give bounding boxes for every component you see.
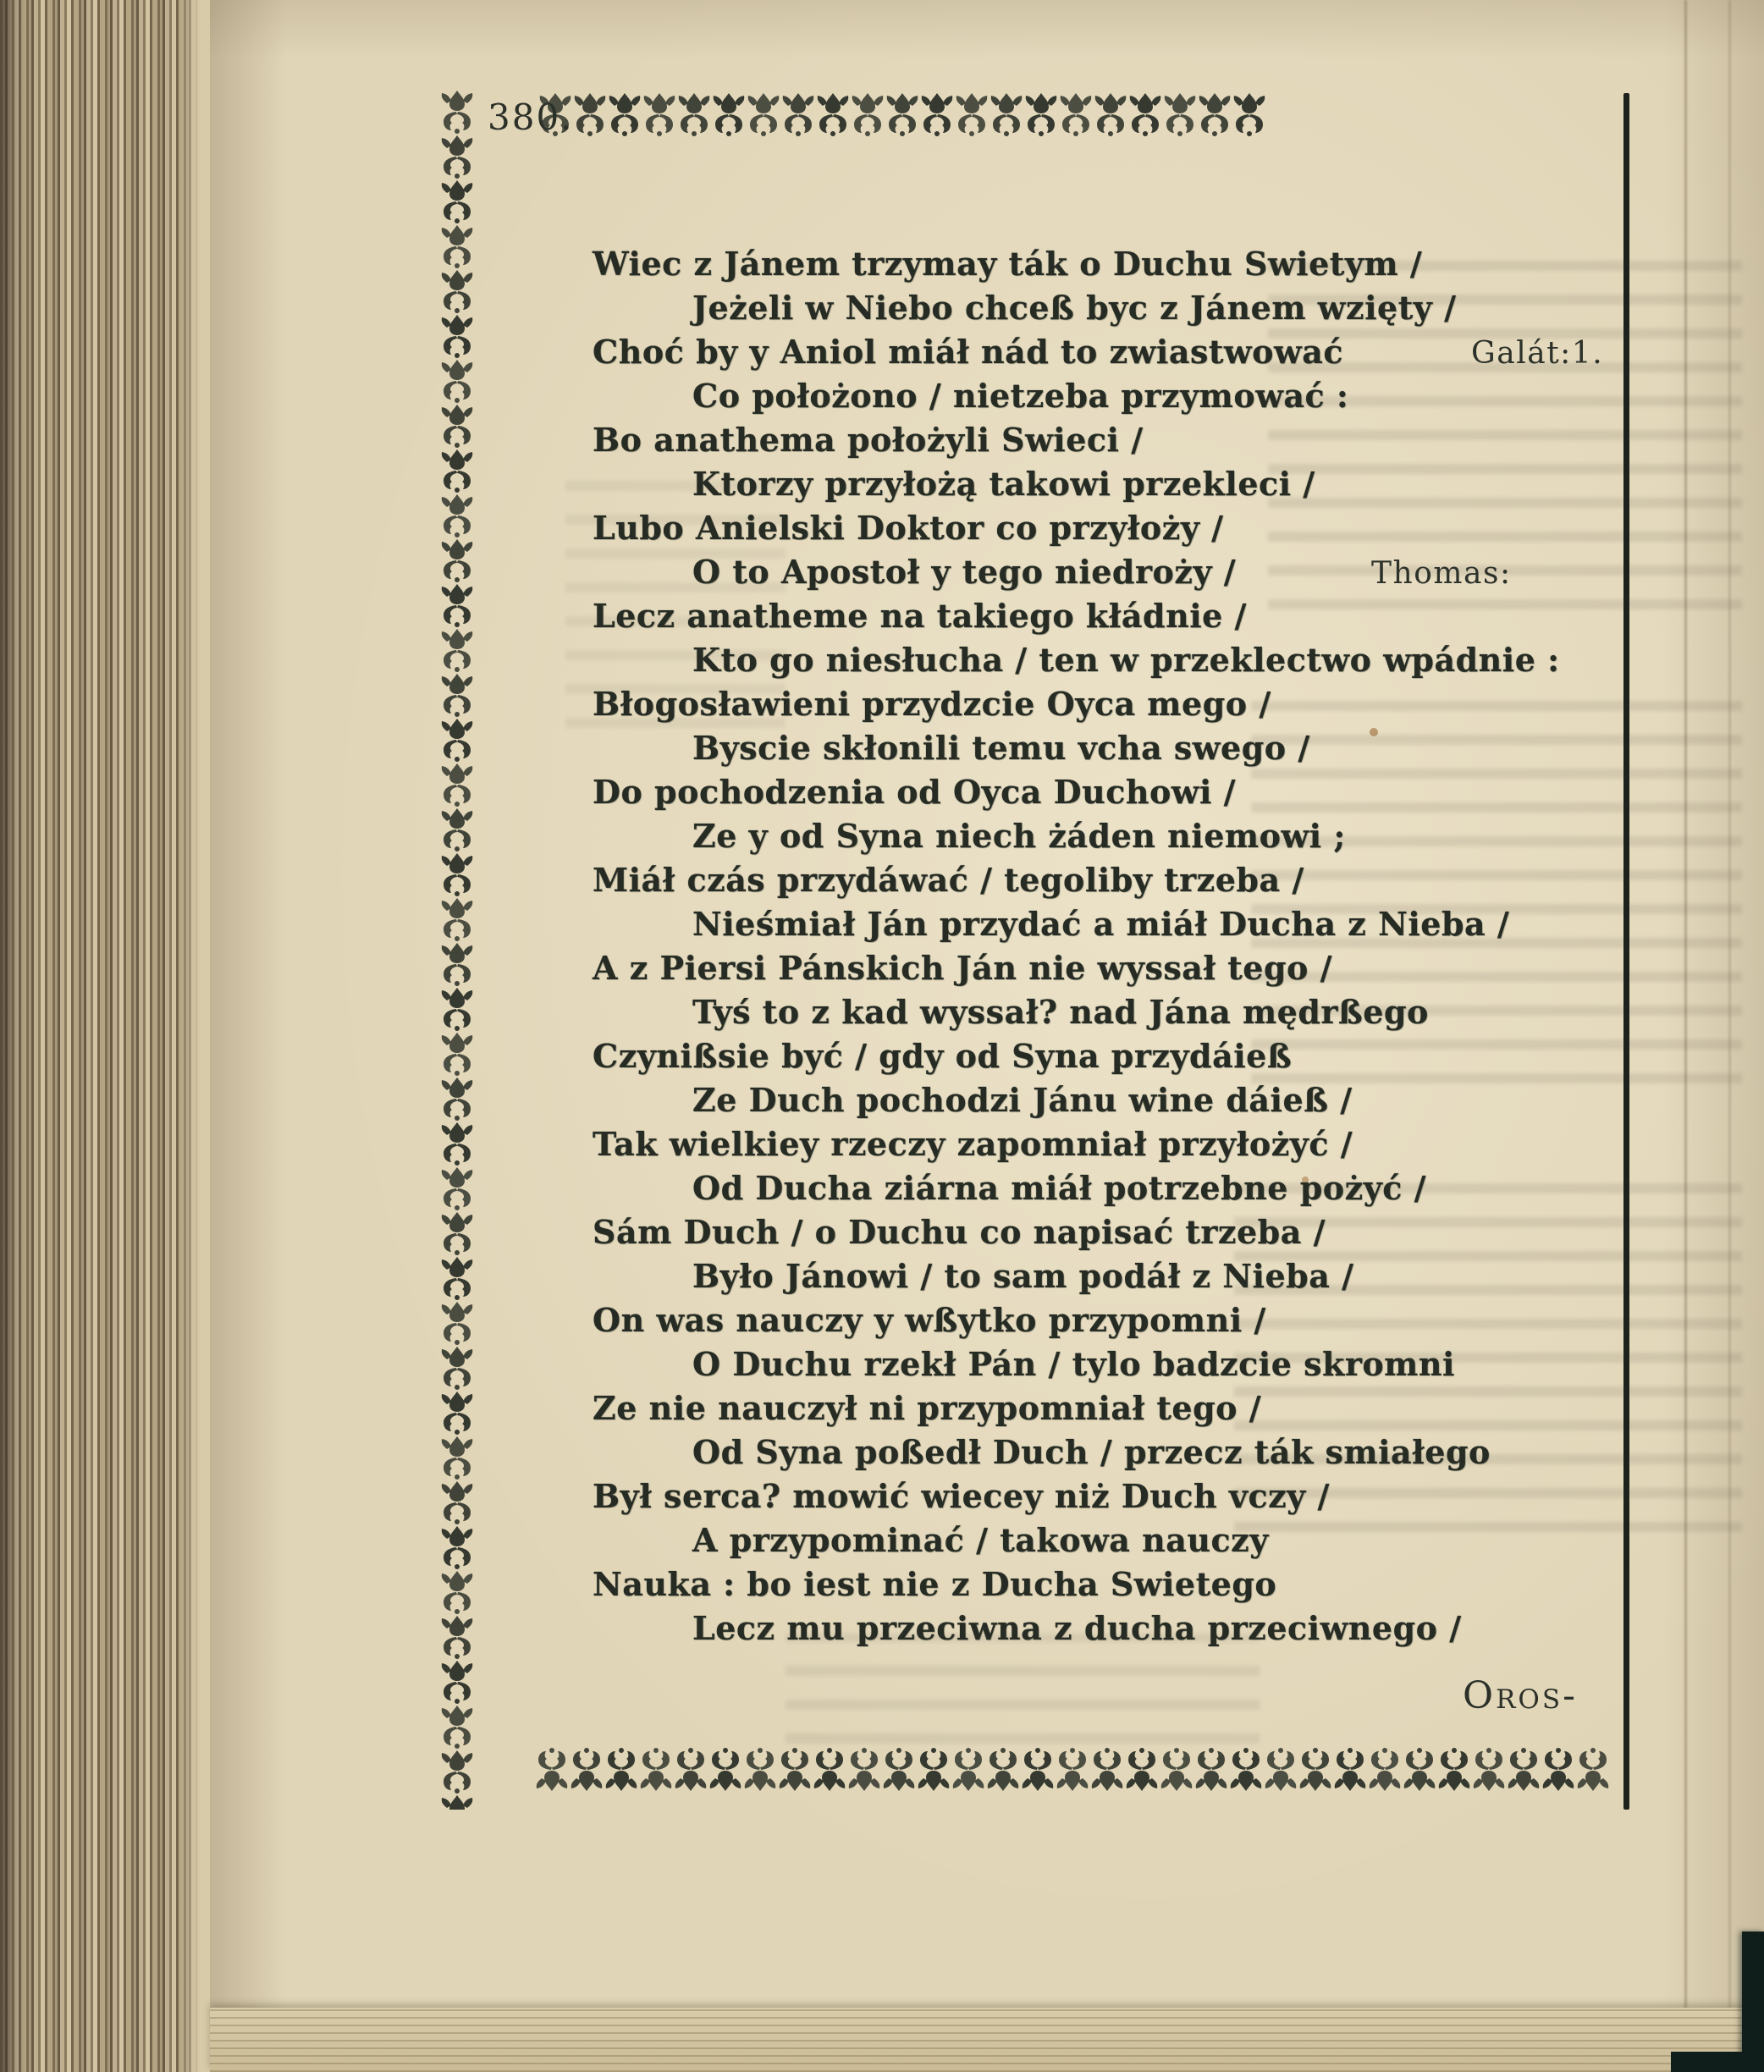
fleuron-ornament-icon [438,90,476,134]
fleuron-ornament-icon [885,90,919,139]
fleuron-ornament-icon [438,673,476,717]
fleuron-ornament-icon [438,1750,476,1794]
page-crease [1728,0,1731,2072]
fleuron-ornament-icon [438,942,476,986]
verse-line [593,1124,1621,1168]
fleuron-ornament-icon [438,538,476,582]
fleuron-ornament-icon [535,1744,569,1796]
fleuron-ornament-icon [570,1744,604,1796]
fleuron-ornament-icon [851,90,885,139]
verse-line [593,596,1621,640]
fleuron-ornament-icon [438,179,476,223]
right-rule [1623,93,1629,1810]
fleuron-ornament-icon [882,1744,916,1796]
fleuron-ornament-icon [438,897,476,941]
fleuron-ornament-icon [747,90,780,139]
verse-line-text: Do pochodzenia od Oyca Duchowi / [593,773,1237,811]
fleuron-ornament-icon [1264,1744,1298,1796]
fleuron-ornament-icon [674,1744,708,1796]
verse-line [593,1476,1621,1520]
verse-line [593,1212,1621,1256]
fleuron-ornament-icon [608,90,642,139]
fleuron-ornament-icon [1368,1744,1402,1796]
verse-line [593,1388,1621,1432]
fleuron-ornament-icon [677,90,711,139]
verse-line-text: Ze Duch pochodzi Jánu wine dáieß / [692,1081,1353,1119]
fleuron-ornament-icon [438,1570,476,1614]
fleuron-ornament-icon [438,1077,476,1121]
fleuron-ornament-icon [438,1032,476,1076]
verse-line [593,332,1621,376]
page-crease [1684,0,1687,2072]
fleuron-ornament-icon [573,90,607,139]
verse-line [593,640,1621,684]
verse-line [593,1432,1621,1476]
fleuron-ornament-icon [1094,90,1127,139]
verse-line [593,1520,1621,1564]
fleuron-ornament-icon [438,1794,476,1810]
verse-line [593,684,1621,728]
verse-line [593,1256,1621,1300]
fleuron-ornament-icon [639,1744,673,1796]
fleuron-ornament-icon [816,90,850,139]
verse-line [593,904,1621,948]
verse-line-text: Od Ducha ziárna miáł potrzebne pożyć / [692,1169,1427,1207]
fleuron-ornament-icon [1056,1744,1089,1796]
fleuron-ornament-icon [813,1744,846,1796]
verse-line-text: O Duchu rzekł Pán / tylo badzcie skromni [692,1345,1455,1383]
fleuron-ornament-icon [1160,1744,1193,1796]
fleuron-ornament-icon [438,718,476,762]
verse-line-text: Miáł czás przydáwać / tegoliby trzeba / [593,861,1304,899]
fleuron-ornament-icon [1021,1744,1055,1796]
fleuron-ornament-icon [438,1391,476,1435]
verse-line [593,772,1621,816]
fleuron-ornament-icon [1194,1744,1228,1796]
fleuron-ornament-icon [438,224,476,268]
fleuron-ornament-icon [920,90,954,139]
fleuron-ornament-icon [1198,90,1232,139]
verse-line [593,464,1621,508]
verse-line [593,508,1621,552]
fleuron-ornament-icon [438,807,476,851]
fleuron-ornament-icon [1576,1744,1610,1796]
fleuron-ornament-icon [438,1166,476,1210]
fleuron-ornament-icon [712,90,746,139]
fleuron-ornament-icon [604,1744,638,1796]
fleuron-ornament-icon [1472,1744,1506,1796]
fleuron-ornament-icon [438,1480,476,1524]
verse-line [593,1036,1621,1080]
verse-line-text: A przypominać / takowa nauczy [692,1521,1269,1559]
verse-line [593,816,1621,860]
verse-line [593,552,1621,596]
verse-line-text: Czynißsie być / gdy od Syna przydáieß [593,1037,1293,1075]
margin-note: Thomas: [1371,556,1512,591]
fleuron-ornament-icon [438,449,476,493]
fleuron-ornament-icon [438,1121,476,1166]
fleuron-ornament-icon [1403,1744,1436,1796]
verse-line-text: Bo anathema położyli Swieci / [593,421,1144,459]
verse-line-text: Nieśmiał Ján przydać a miáł Ducha z Nieba / [692,905,1510,943]
verse-line-text: Choć by y Aniol miáł nád to zwiastwować [593,333,1343,371]
verse-line [593,1564,1621,1608]
fleuron-ornament-icon [986,1744,1020,1796]
verse-line-text: Wiec z Jánem trzymay ták o Duchu Swietym / [593,245,1423,283]
verse-line-text: Lecz mu przeciwna z ducha przeciwnego / [692,1609,1462,1647]
verse-text-block [593,244,1621,1652]
book-fore-edge [0,0,210,2072]
verse-line-text: Błogosławieni przydzcie Oyca mego / [593,685,1271,723]
fleuron-ornament-icon [438,852,476,896]
fleuron-ornament-icon [1163,90,1197,139]
verse-line [593,728,1621,772]
fleuron-ornament-icon [1507,1744,1541,1796]
verse-line [593,1608,1621,1652]
fleuron-ornament-icon [1229,1744,1263,1796]
verse-line-text: Kto go niesłucha / ten w przeklectwo wpádnie : [692,641,1560,679]
fleuron-ornament-icon [1437,1744,1471,1796]
verse-line [593,860,1621,904]
verse-line [593,948,1621,992]
verse-line-text: Był serca? mowić wiecey niż Duch vczy / [593,1477,1330,1515]
fleuron-ornament-icon [1128,90,1162,139]
fleuron-ornament-icon [438,1615,476,1659]
verse-line-text: Ze nie nauczył ni przypomniał tego / [593,1389,1262,1427]
verse-line [593,288,1621,332]
verse-line [593,244,1621,288]
fleuron-ornament-icon [1090,1744,1124,1796]
fleuron-ornament-icon [438,269,476,313]
margin-note: Galát:1. [1471,336,1604,371]
verse-line-text: Ze y od Syna niech żáden niemowi ; [692,817,1346,855]
fleuron-ornament-icon [951,1744,985,1796]
fleuron-ornament-icon [438,1525,476,1569]
verse-line [593,1300,1621,1344]
fleuron-ornament-icon [538,90,572,139]
backdrop-corner [1671,2052,1764,2072]
fleuron-ornament-icon [642,90,676,139]
fleuron-ornament-icon [955,90,989,139]
verse-line [593,1168,1621,1212]
top-ornament-border [538,90,1276,142]
verse-line-text: Tyś to z kad wyssał? nad Jána mędrßego [692,993,1429,1031]
fleuron-ornament-icon [438,1346,476,1390]
fleuron-ornament-icon [438,493,476,537]
fleuron-ornament-icon [438,1660,476,1704]
verse-line-text: Nauka : bo iest nie z Ducha Swietego [593,1565,1277,1603]
verse-line-text: A z Piersi Pánskich Ján nie wyssał tego / [593,949,1332,987]
verse-line-text: Ktorzy przyłożą takowi przekleci / [692,465,1315,503]
fleuron-ornament-icon [438,404,476,448]
fleuron-ornament-icon [438,763,476,807]
fleuron-ornament-icon [438,1256,476,1300]
verse-line [593,1344,1621,1388]
page-bottom-edges [210,2008,1764,2072]
catchword: Oros- [1463,1674,1578,1717]
fleuron-ornament-icon [708,1744,742,1796]
fleuron-ornament-icon [1298,1744,1332,1796]
verse-line-text: Lecz anatheme na takiego kłádnie / [593,597,1247,635]
fleuron-ornament-icon [438,628,476,672]
verse-line [593,420,1621,464]
fleuron-ornament-icon [1333,1744,1367,1796]
verse-line-text: Co położono / nietzeba przymować : [692,377,1349,415]
verse-line-text: Lubo Anielski Doktor co przyłoży / [593,509,1224,547]
fleuron-ornament-icon [438,359,476,403]
fleuron-ornament-icon [438,1705,476,1749]
fleuron-ornament-icon [778,1744,812,1796]
fleuron-ornament-icon [1125,1744,1159,1796]
fleuron-ornament-icon [989,90,1023,139]
verse-line [593,992,1621,1036]
verse-line-text: O to Apostoł y tego niedroży / [692,553,1237,591]
fleuron-ornament-icon [1024,90,1058,139]
fleuron-ornament-icon [847,1744,881,1796]
fleuron-ornament-icon [1059,90,1093,139]
fleuron-ornament-icon [438,1301,476,1345]
left-ornament-border [438,90,477,1810]
fleuron-ornament-icon [438,583,476,627]
fleuron-ornament-icon [1232,90,1266,139]
verse-line-text: On was nauczy y wßytko przypomni / [593,1301,1266,1339]
bottom-ornament-border [535,1744,1623,1799]
verse-line-text: Tak wielkiey rzeczy zapomniał przyłożyć / [593,1125,1353,1163]
fleuron-ornament-icon [743,1744,777,1796]
fleuron-ornament-icon [781,90,815,139]
fleuron-ornament-icon [917,1744,951,1796]
fleuron-ornament-icon [1541,1744,1575,1796]
verse-line [593,1080,1621,1124]
verse-line [593,376,1621,420]
page-number: 380. [488,96,574,138]
fleuron-ornament-icon [438,987,476,1031]
fleuron-ornament-icon [438,135,476,179]
fleuron-ornament-icon [438,314,476,358]
verse-line-text: Byscie skłonili temu vcha swego / [692,729,1310,767]
fleuron-ornament-icon [438,1436,476,1480]
fleuron-ornament-icon [438,1211,476,1255]
verse-line-text: Sám Duch / o Duchu co napisać trzeba / [593,1213,1326,1251]
verse-line-text: Było Jánowi / to sam podáł z Nieba / [692,1257,1354,1295]
verse-line-text: Jeżeli w Niebo chceß byc z Jánem wzięty / [692,289,1457,327]
verse-line-text: Od Syna poßedł Duch / przecz ták smiałego [692,1433,1491,1471]
